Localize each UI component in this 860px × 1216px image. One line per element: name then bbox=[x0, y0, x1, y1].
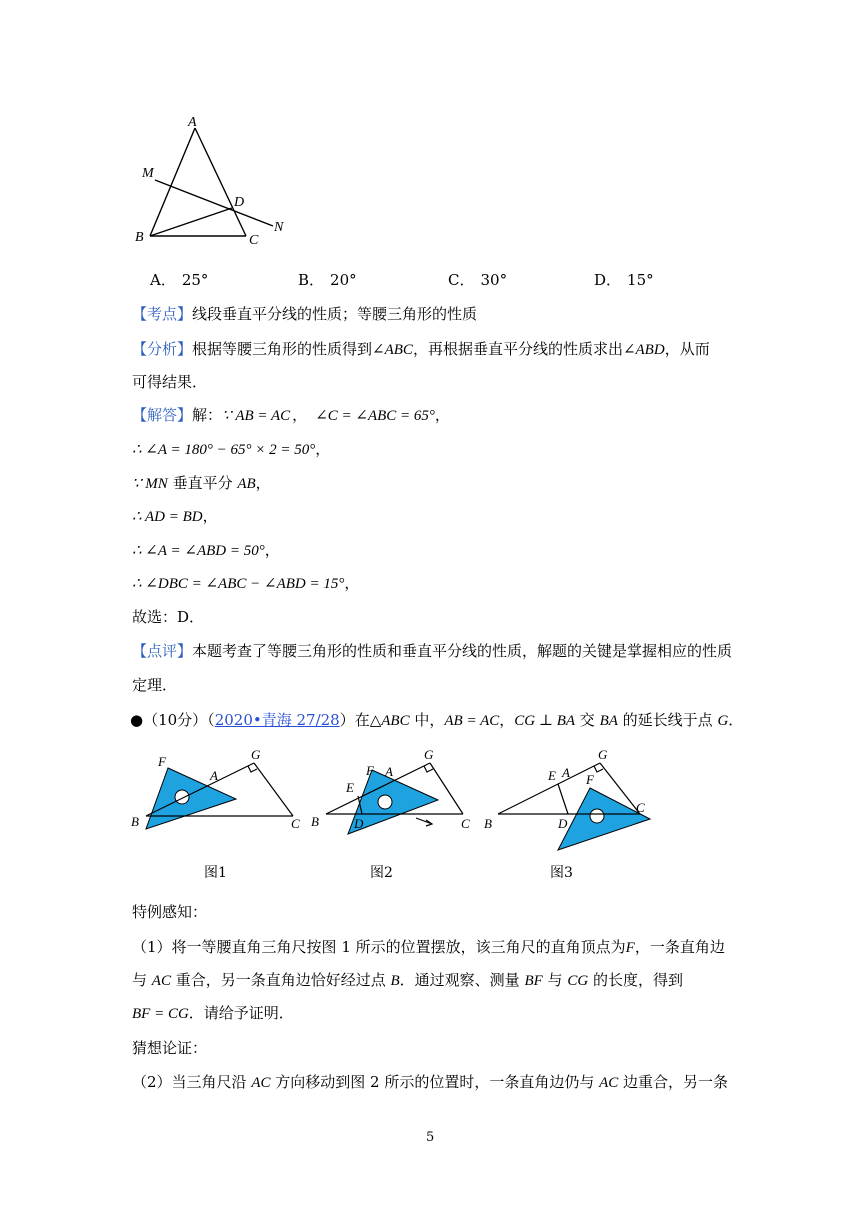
q1-text: ，一条直角边 bbox=[634, 938, 725, 956]
q1-text: 重合，另一条直角边恰好经过点 bbox=[170, 971, 391, 989]
q1-math: BF = CG bbox=[132, 1006, 189, 1022]
problem-line bbox=[130, 710, 743, 731]
q1-text: 的长度，得到 bbox=[588, 971, 683, 989]
option-value: 20° bbox=[330, 271, 357, 289]
q2-text: 方向移动到图 2 所示的位置时，一条直角边仍与 bbox=[270, 1073, 600, 1091]
q1-math: AC bbox=[151, 973, 171, 989]
problem-math: BA bbox=[599, 713, 618, 729]
q1-text: ．请给予证明． bbox=[188, 1004, 294, 1022]
label-b: B bbox=[311, 814, 319, 829]
label-c: C bbox=[249, 233, 259, 248]
label-f: F bbox=[158, 754, 166, 769]
jieda-text: ， bbox=[315, 440, 331, 458]
page-number: 5 bbox=[426, 1130, 435, 1145]
section-heading-2: 猜想论证： bbox=[132, 1039, 208, 1057]
label-b: B bbox=[131, 814, 139, 829]
ruler-hole bbox=[175, 790, 189, 804]
jieda-math: ∴ ∠DBC = ∠ABC − ∠ABD = 15° bbox=[132, 576, 345, 592]
fenxi-text: ，从而 bbox=[664, 340, 710, 358]
label-a: A bbox=[385, 764, 393, 779]
label-b: B bbox=[484, 816, 492, 831]
q2-text: （2）当三角尺沿 bbox=[132, 1073, 252, 1091]
label-c: C bbox=[291, 816, 300, 831]
fenxi-line-1 bbox=[132, 339, 710, 360]
segment-bd bbox=[150, 208, 232, 236]
segment-ab bbox=[150, 128, 195, 236]
problem-math: CG ⊥ BA bbox=[514, 713, 576, 729]
q1-text: 与 bbox=[542, 971, 568, 989]
jieda-text: ， bbox=[255, 474, 271, 492]
label-a: A bbox=[210, 768, 218, 783]
jieda-tag: 【解答】 bbox=[132, 406, 193, 424]
option-letter: D． bbox=[594, 271, 622, 289]
label-d: D bbox=[558, 816, 568, 831]
option-letter: B． bbox=[298, 271, 325, 289]
jieda-line-5 bbox=[132, 540, 280, 561]
fenxi-text: 根据等腰三角形的性质得到 bbox=[192, 340, 373, 358]
option-value: 15° bbox=[627, 271, 654, 289]
jieda-math: ∵ AB = AC bbox=[222, 408, 291, 424]
q2-line-1 bbox=[132, 1072, 728, 1093]
jieda-text: ， bbox=[344, 574, 360, 592]
triangle-ruler bbox=[146, 768, 236, 829]
label-g: G bbox=[251, 747, 261, 762]
jieda-math: ∵ MN bbox=[132, 476, 168, 492]
label-d: D bbox=[354, 816, 364, 831]
kaodian-text: 线段垂直平分线的性质；等腰三角形的性质 bbox=[192, 305, 478, 323]
option-d bbox=[594, 270, 654, 290]
figure-triangle-abc bbox=[130, 110, 300, 250]
label-a: A bbox=[562, 765, 570, 780]
caption-figure-3: 图3 bbox=[550, 865, 573, 881]
jieda-math: ∠C = ∠ABC = 65° bbox=[315, 408, 435, 424]
jieda-line-1 bbox=[132, 405, 450, 426]
label-e: E bbox=[346, 780, 354, 795]
line-mn bbox=[155, 180, 273, 226]
jieda-line-4 bbox=[132, 506, 218, 527]
caption-figure-1: 图1 bbox=[204, 865, 227, 881]
problem-text: 交 bbox=[575, 711, 600, 729]
jieda-text: ， bbox=[434, 406, 450, 424]
jieda-text: 故选：D． bbox=[132, 608, 205, 626]
dianping-text: 定理． bbox=[132, 676, 178, 694]
option-a bbox=[150, 270, 208, 290]
q1-text: 与 bbox=[132, 971, 152, 989]
q1-text: ．通过观察、测量 bbox=[399, 971, 525, 989]
jieda-math: AB bbox=[237, 476, 256, 492]
option-c bbox=[448, 270, 507, 290]
label-e: E bbox=[548, 768, 556, 783]
problem-text: ）在△ bbox=[339, 711, 382, 729]
label-a: A bbox=[188, 115, 197, 130]
label-g: G bbox=[424, 747, 434, 762]
triangle-ruler bbox=[558, 788, 650, 850]
bullet-icon: ● bbox=[130, 711, 144, 729]
jieda-line-2 bbox=[132, 439, 330, 460]
fenxi-text: 可得结果． bbox=[132, 373, 208, 391]
option-value: 25° bbox=[181, 271, 209, 289]
q2-math: AC bbox=[251, 1075, 271, 1091]
fenxi-tag: 【分析】 bbox=[132, 340, 193, 358]
q1-math: CG bbox=[567, 973, 589, 989]
problem-text: 中， bbox=[409, 711, 445, 729]
label-g: G bbox=[598, 747, 608, 762]
problem-text: （10分）（ bbox=[143, 711, 215, 729]
fenxi-math: ∠ABC bbox=[372, 342, 413, 358]
ruler-hole bbox=[378, 795, 392, 809]
label-f: F bbox=[366, 763, 374, 778]
jieda-math: ∴ ∠A = 180° − 65° × 2 = 50° bbox=[132, 442, 316, 458]
dianping-tag: 【点评】 bbox=[132, 642, 193, 660]
option-letter: A． bbox=[150, 271, 176, 289]
problem-text: 的延长线于点 bbox=[617, 711, 718, 729]
jieda-text: ， bbox=[292, 406, 308, 424]
jieda-text: ， bbox=[202, 507, 218, 525]
jieda-text: 解： bbox=[192, 406, 223, 424]
problem-math: AB = AC bbox=[444, 713, 500, 729]
problem-math: G bbox=[717, 713, 729, 729]
jieda-line-6 bbox=[132, 573, 359, 594]
option-value: 30° bbox=[480, 271, 508, 289]
label-n: N bbox=[274, 220, 284, 235]
option-letter: C． bbox=[448, 271, 475, 289]
jieda-math: ∴ AD = BD bbox=[132, 509, 203, 525]
figure-3 bbox=[480, 744, 660, 854]
figure-1 bbox=[128, 744, 308, 844]
problem-text: ， bbox=[499, 711, 515, 729]
jieda-text: 垂直平分 bbox=[167, 474, 238, 492]
kaodian-tag: 【考点】 bbox=[132, 305, 193, 323]
kaodian-line bbox=[132, 304, 477, 324]
problem-text: ． bbox=[728, 711, 744, 729]
label-c: C bbox=[461, 816, 470, 831]
fenxi-math: ∠ABD bbox=[622, 342, 665, 358]
q1-math: BF bbox=[524, 973, 543, 989]
q1-line-2 bbox=[132, 970, 683, 991]
option-b bbox=[298, 270, 357, 290]
q1-line-1 bbox=[132, 937, 725, 958]
caption-figure-2: 图2 bbox=[370, 865, 393, 881]
jieda-line-3 bbox=[132, 473, 271, 494]
dianping-line-2 bbox=[132, 675, 177, 695]
fenxi-text: ，再根据垂直平分线的性质求出 bbox=[412, 340, 623, 358]
dianping-line-1 bbox=[132, 641, 732, 661]
q1-text: （1）将一等腰直角三角尺按图 1 所示的位置摆放，该三角尺的直角顶点为 bbox=[132, 938, 626, 956]
figure-2 bbox=[308, 744, 483, 844]
jieda-math: ∴ ∠A = ∠ABD = 50° bbox=[132, 543, 265, 559]
label-d: D bbox=[234, 195, 245, 210]
dianping-text: 本题考查了等腰三角形的性质和垂直平分线的性质，解题的关键是掌握相应的性质 bbox=[192, 642, 733, 660]
q2-text: 边重合，另一条 bbox=[618, 1073, 729, 1091]
source-link[interactable]: 2020•青海 27/28 bbox=[214, 711, 340, 729]
jieda-text: ， bbox=[264, 541, 280, 559]
label-c: C bbox=[636, 800, 645, 815]
q1-math: F bbox=[625, 940, 635, 956]
q1-line-3 bbox=[132, 1003, 294, 1024]
label-b: B bbox=[135, 230, 144, 245]
q1-math: B bbox=[390, 973, 400, 989]
label-f: F bbox=[586, 772, 594, 787]
q2-math: AC bbox=[599, 1075, 619, 1091]
label-m: M bbox=[142, 166, 154, 181]
segment-ac bbox=[195, 128, 246, 236]
ruler-hole bbox=[590, 809, 604, 823]
fenxi-line-2 bbox=[132, 372, 207, 392]
problem-math: ABC bbox=[381, 713, 410, 729]
section-heading-1: 特例感知： bbox=[132, 903, 208, 921]
jieda-choice bbox=[132, 607, 204, 627]
